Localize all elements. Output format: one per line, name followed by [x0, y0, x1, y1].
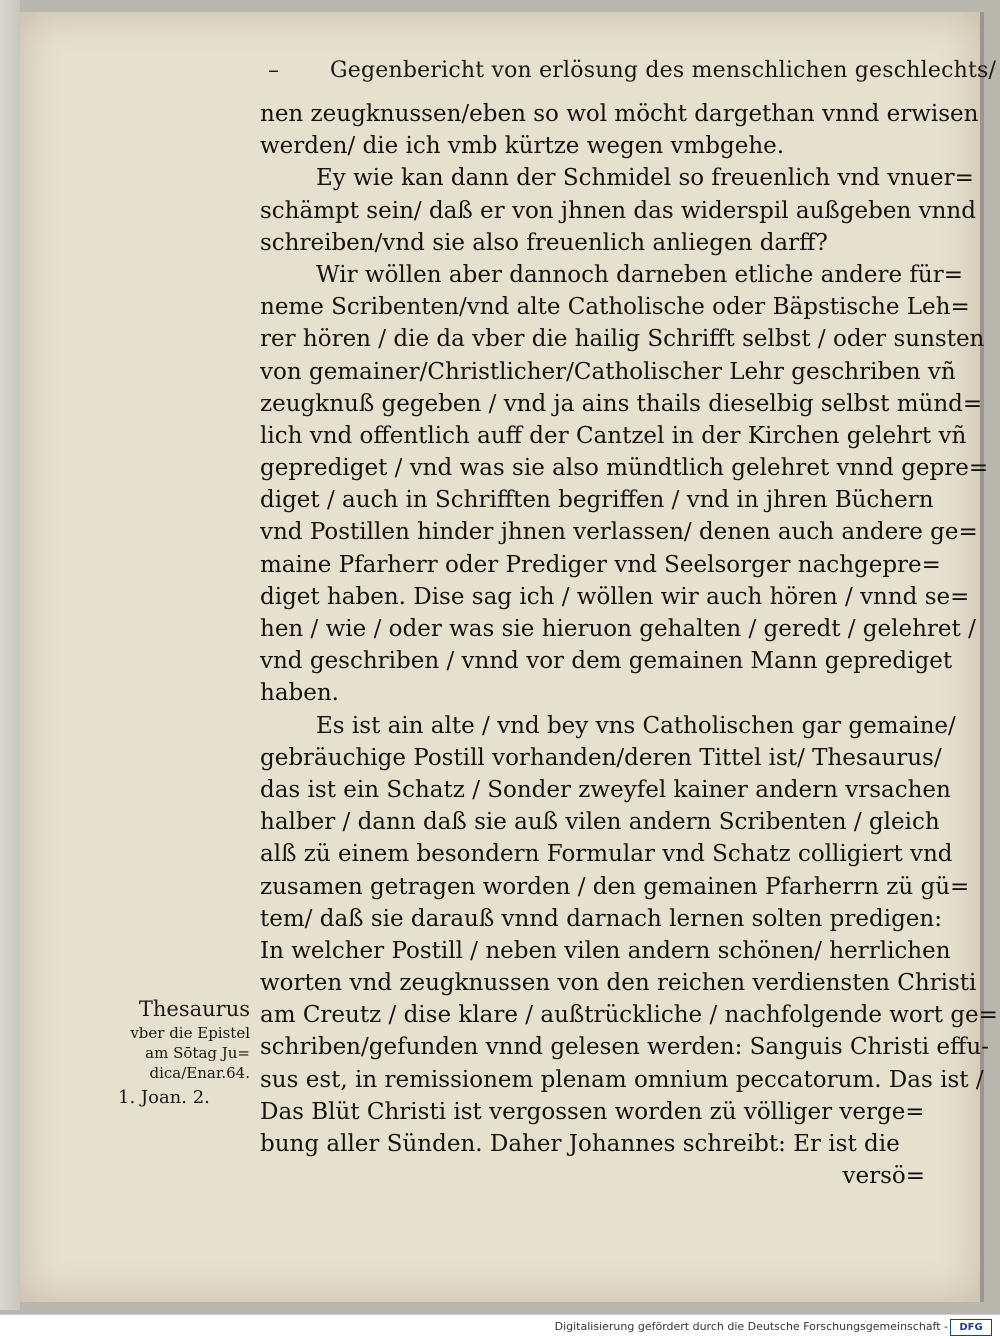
text-line: nen zeugknussen/eben so wol möcht dargethan vnnd erwisen: [260, 101, 979, 127]
text-line: halber / dann daß sie auß vilen andern Scribenten / gleich: [260, 809, 940, 836]
text-line: werden/ die ich vmb kürtze wegen vmbgehe.: [260, 133, 785, 160]
text-line: diget / auch in Schrifften begriffen / vnd in jhren Büchern: [260, 487, 934, 514]
marginal-line: am Sōtag Ju=: [145, 1044, 250, 1062]
text-line: Ey wie kan dann der Schmidel so freuenlich vnd vnuer=: [316, 165, 974, 192]
text-line: geprediget / vnd was sie also mündtlich gelehret vnnd gepre=: [260, 455, 989, 482]
text-line: schreiben/vnd sie also freuenlich anliegen darff?: [260, 229, 828, 256]
footer-bar: [0, 1314, 1000, 1339]
text-line: bung aller Sünden. Daher Johannes schreibt: Er ist die: [260, 1131, 900, 1157]
text-line: das ist ein Schatz / Sonder zweyfel kainer andern vrsachen: [260, 776, 951, 803]
marginal-line: dica/Enar.64.: [149, 1064, 250, 1082]
text-line: neme Scribenten/vnd alte Catholische oder Bäpstische Leh=: [260, 294, 970, 321]
text-line: hen / wie / oder was sie hieruon gehalten / geredt / gelehret /: [260, 616, 976, 642]
text-line: tem/ daß sie darauß vnnd darnach lernen solten predigen:: [260, 905, 942, 932]
marginal-line: vber die Epistel: [130, 1024, 250, 1042]
text-line: haben.: [260, 680, 339, 707]
text-line: schämpt sein/ daß er von jhnen das widerspil außgeben vnnd: [260, 197, 976, 224]
marginal-note: [100, 995, 250, 1113]
text-line: diget haben. Dise sag ich / wöllen wir auch hören / vnnd se=: [260, 583, 970, 610]
text-line: worten vnd zeugknussen von den reichen verdiensten Christi: [260, 970, 977, 997]
footer-credit: Digitalisierung gefördert durch die Deutsche Forschungsgemeinschaft -: [554, 1320, 948, 1333]
text-line: zusamen getragen worden / den gemainen Pfarherrn zü gü=: [260, 873, 970, 900]
catchword: versö=: [842, 1163, 925, 1190]
running-head: Gegenbericht von erlösung des menschlichen geschlechts/: [330, 58, 997, 83]
text-line: sus est, in remissionem plenam omnium peccatorum. Das ist /: [260, 1066, 984, 1093]
dfg-logo: DFG: [950, 1319, 992, 1336]
text-line: rer hören / die da vber die hailig Schrifft selbst / oder sunsten: [260, 326, 985, 353]
header-ornament: –: [268, 58, 279, 83]
text-line: vnd geschriben / vnnd vor dem gemainen Mann geprediget: [260, 648, 953, 675]
text-line: maine Pfarherr oder Prediger vnd Seelsorger nachgepre=: [260, 551, 941, 578]
marginal-title: Thesaurus: [138, 997, 250, 1021]
marginal-reference: 1. Joan. 2.: [118, 1087, 210, 1108]
text-line: lich vnd offentlich auff der Cantzel in der Kirchen gelehrt vñ: [260, 422, 967, 449]
text-line: Es ist ain alte / vnd bey vns Catholischen gar gemaine/: [316, 712, 956, 739]
text-line: schriben/gefunden vnnd gelesen werden: Sanguis Christi effu-: [260, 1034, 989, 1061]
text-line: Das Blüt Christi ist vergossen worden zü völliger verge=: [260, 1098, 925, 1125]
text-line: am Creutz / dise klare / außtrückliche / nachfolgende wort ge=: [260, 1002, 998, 1029]
text-line: von gemainer/Christlicher/Catholischer Lehr geschriben vñ: [260, 358, 956, 385]
text-line: In welcher Postill / neben vilen andern schönen/ herrlichen: [260, 937, 951, 964]
scan-edge: [0, 0, 20, 1310]
text-line: alß zü einem besondern Formular vnd Schatz colligiert vnd: [260, 841, 953, 868]
text-line: gebräuchige Postill vorhanden/deren Tittel ist/ Thesaurus/: [260, 744, 942, 771]
text-line: Wir wöllen aber dannoch darneben etliche andere für=: [316, 261, 964, 288]
text-line: zeugknuß gegeben / vnd ja ains thails dieselbig selbst münd=: [260, 390, 983, 417]
text-line: vnd Postillen hinder jhnen verlassen/ denen auch andere ge=: [260, 519, 978, 546]
body-text: [260, 98, 998, 1192]
